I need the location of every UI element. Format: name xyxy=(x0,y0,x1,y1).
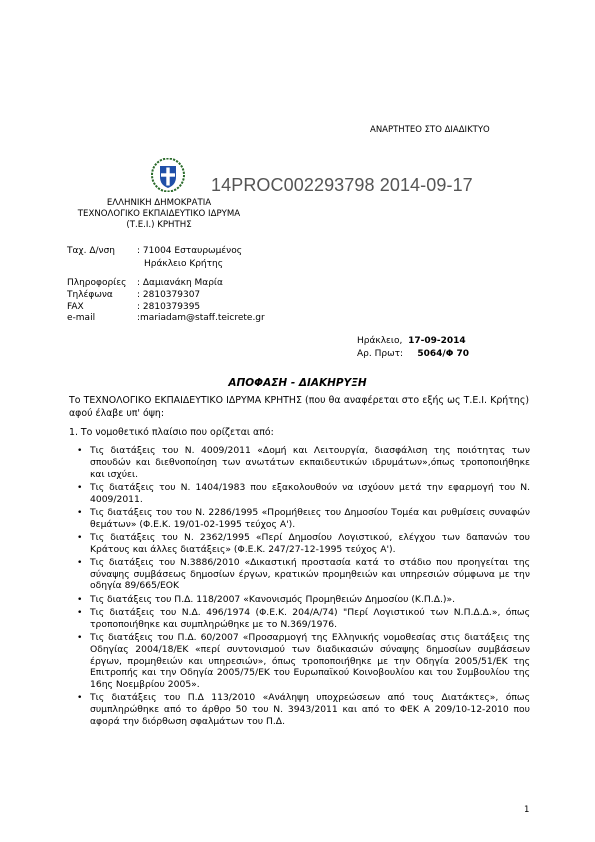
list-item xyxy=(77,481,530,506)
list-item xyxy=(77,692,530,727)
posting-note: ΑΝΑΡΤΗΤΕΟ ΣΤΟ ΔΙΑΔΙΚΤΥΟ xyxy=(370,125,490,135)
bullet-icon: • xyxy=(77,593,83,605)
list-item-text: Τις διατάξεις του Π.Δ 113/2010 «Ανάληψη υποχρεώσεων από τους Διατάκτες», όπως συμπληρώθηκε από το άρθρο 50 του Ν. 3943/2011 και από το ΦΕΚ Α 209/10-12-2010 που αφορά την διόρθωση σφαλμάτων του Π.Δ. xyxy=(90,692,530,727)
date-place: Ηράκλειο, xyxy=(357,336,403,346)
email-value[interactable]: :mariadam@staff.teicrete.gr xyxy=(137,313,265,323)
list-item-text: Τις διατάξεις του Ν. 4009/2011 «Δομή και Λειτουργία, διασφάλιση της ποιότητας των σπουδών και διεθνοποίηση των ανωτάτων εκπαιδευτικών ιδρυμάτων»,όπως τροποποιήθηκε και ισχύει. xyxy=(90,445,530,480)
bullet-icon: • xyxy=(77,506,83,518)
email-label: e-mail xyxy=(67,313,96,323)
bullet-icon: • xyxy=(77,606,83,618)
institution-line: (Τ.Ε.Ι.) ΚΡΗΤΗΣ xyxy=(126,220,192,230)
list-item-text: Τις διατάξεις του Ν.3886/2010 «Δικαστική προστασία κατά το στάδιο που προηγείται της σύναψης συμβάσεως δημοσίων έργων, κρατικών προμηθειών και υπηρεσιών σύμφωνα με την οδηγία 89/665/ΕΟΚ xyxy=(90,556,530,592)
info-value: : Δαμιανάκη Μαρία xyxy=(137,278,223,288)
list-item xyxy=(77,631,530,691)
institution-line: ΕΛΛΗΝΙΚΗ ΔΗΜΟΚΡΑΤΙΑ xyxy=(106,198,212,208)
list-item xyxy=(77,556,530,592)
document-title: ΑΠΟΦΑΣΗ - ΔΙΑΚΗΡΥΞΗ xyxy=(228,377,367,389)
institution-line: ΤΕΧΝΟΛΟΓΙΚΟ ΕΚΠΑΙΔΕΥΤΙΚΟ ΙΔΡΥΜΑ xyxy=(77,209,241,219)
date-line xyxy=(357,336,466,346)
list-item xyxy=(77,531,530,556)
list-item xyxy=(77,506,530,531)
bullet-icon: • xyxy=(77,531,83,543)
page-number: 1 xyxy=(524,805,530,815)
phone-value: : 2810379307 xyxy=(137,290,201,300)
list-item-text: Τις διατάξεις του του Ν. 2286/1995 «Προμήθειες του Δημοσίου Τομέα και ρυθμίσεις συναφών θεμάτων» (Φ.Ε.Κ. 19/01-02-1995 τεύχος Α'). xyxy=(90,506,530,530)
institution-block xyxy=(66,198,252,231)
legislation-list xyxy=(77,445,530,729)
list-item xyxy=(77,445,530,480)
list-item-text: Τις διατάξεις του Ν. 2362/1995 «Περί Δημοσίου Λογιστικού, ελέγχου των δαπανών του Κράτους και άλλες διατάξεις» (Φ.Ε.Κ. 247/27-12-1995 τεύχος Α'). xyxy=(90,531,530,555)
document-id: 14PROC002293798 2014-09-17 xyxy=(211,175,473,195)
document-date: 17-09-2014 xyxy=(408,336,466,346)
protocol-label: Αρ. Πρωτ: xyxy=(357,349,404,359)
bullet-icon: • xyxy=(77,556,83,568)
list-item xyxy=(77,606,530,631)
intro-paragraph: Το ΤΕΧΝΟΛΟΓΙΚΟ ΕΚΠΑΙΔΕΥΤΙΚΟ ΙΔΡΥΜΑ ΚΡΗΤΗΣ (που θα αναφέρεται στο εξής ως Τ.Ε.Ι. Κρήτης) αφού έλαβε υπ' όψη: xyxy=(69,395,529,420)
protocol-number: 5064/Φ 70 xyxy=(417,349,470,359)
address-city: Ηράκλειο Κρήτης xyxy=(144,259,224,269)
bullet-icon: • xyxy=(77,631,83,643)
point-1-heading: 1. Το νομοθετικό πλαίσιο που ορίζεται από: xyxy=(69,427,274,438)
fax-label: FAX xyxy=(67,302,84,312)
list-item xyxy=(77,593,530,606)
list-item-text: Τις διατάξεις του Ν.Δ. 496/1974 (Φ.Ε.Κ. 204/Α/74) "Περί Λογιστικού των Ν.Π.Δ.Δ.», όπως τροποποιήθηκε και συμπληρώθηκε με το Ν.369/1976. xyxy=(90,606,530,630)
address-label: Ταχ. Δ/νση xyxy=(67,246,115,256)
phone-label: Τηλέφωνα xyxy=(67,290,113,300)
list-item-text: Τις διατάξεις του Π.Δ. 60/2007 «Προσαρμογή της Ελληνικής νομοθεσίας στις διατάξεις της Οδηγίας 2004/18/ΕΚ «περί συντονισμού των διαδικασιών σύναψης δημοσίων συμβάσεων έργων, προμηθειών και υπηρεσιών», όπως τροποποιήθηκε με την Οδηγία 2005/51/ΕΚ της Επιτροπής και την Οδηγία 2005/75/ΕΚ του Ευρωπαϊκού Κοινοβουλίου και του Συμβουλίου της 16ης Νοεμβρίου 2005». xyxy=(90,631,530,691)
fax-value: : 2810379395 xyxy=(137,302,201,312)
protocol-line xyxy=(357,349,469,359)
bullet-icon: • xyxy=(77,481,83,493)
info-label: Πληροφορίες xyxy=(67,278,127,288)
address-line: : 71004 Εσταυρωμένος xyxy=(137,246,242,256)
list-item-text: Τις διατάξεις του Π.Δ. 118/2007 «Κανονισμός Προμηθειών Δημοσίου (Κ.Π.Δ.)». xyxy=(90,593,456,605)
bullet-icon: • xyxy=(77,692,83,704)
bullet-icon: • xyxy=(77,445,83,456)
hellenic-republic-emblem-icon xyxy=(151,158,185,192)
list-item-text: Τις διατάξεις του Ν. 1404/1983 που εξακολουθούν να ισχύουν μετά την εφαρμογή του Ν. 4009/2011. xyxy=(90,481,530,505)
